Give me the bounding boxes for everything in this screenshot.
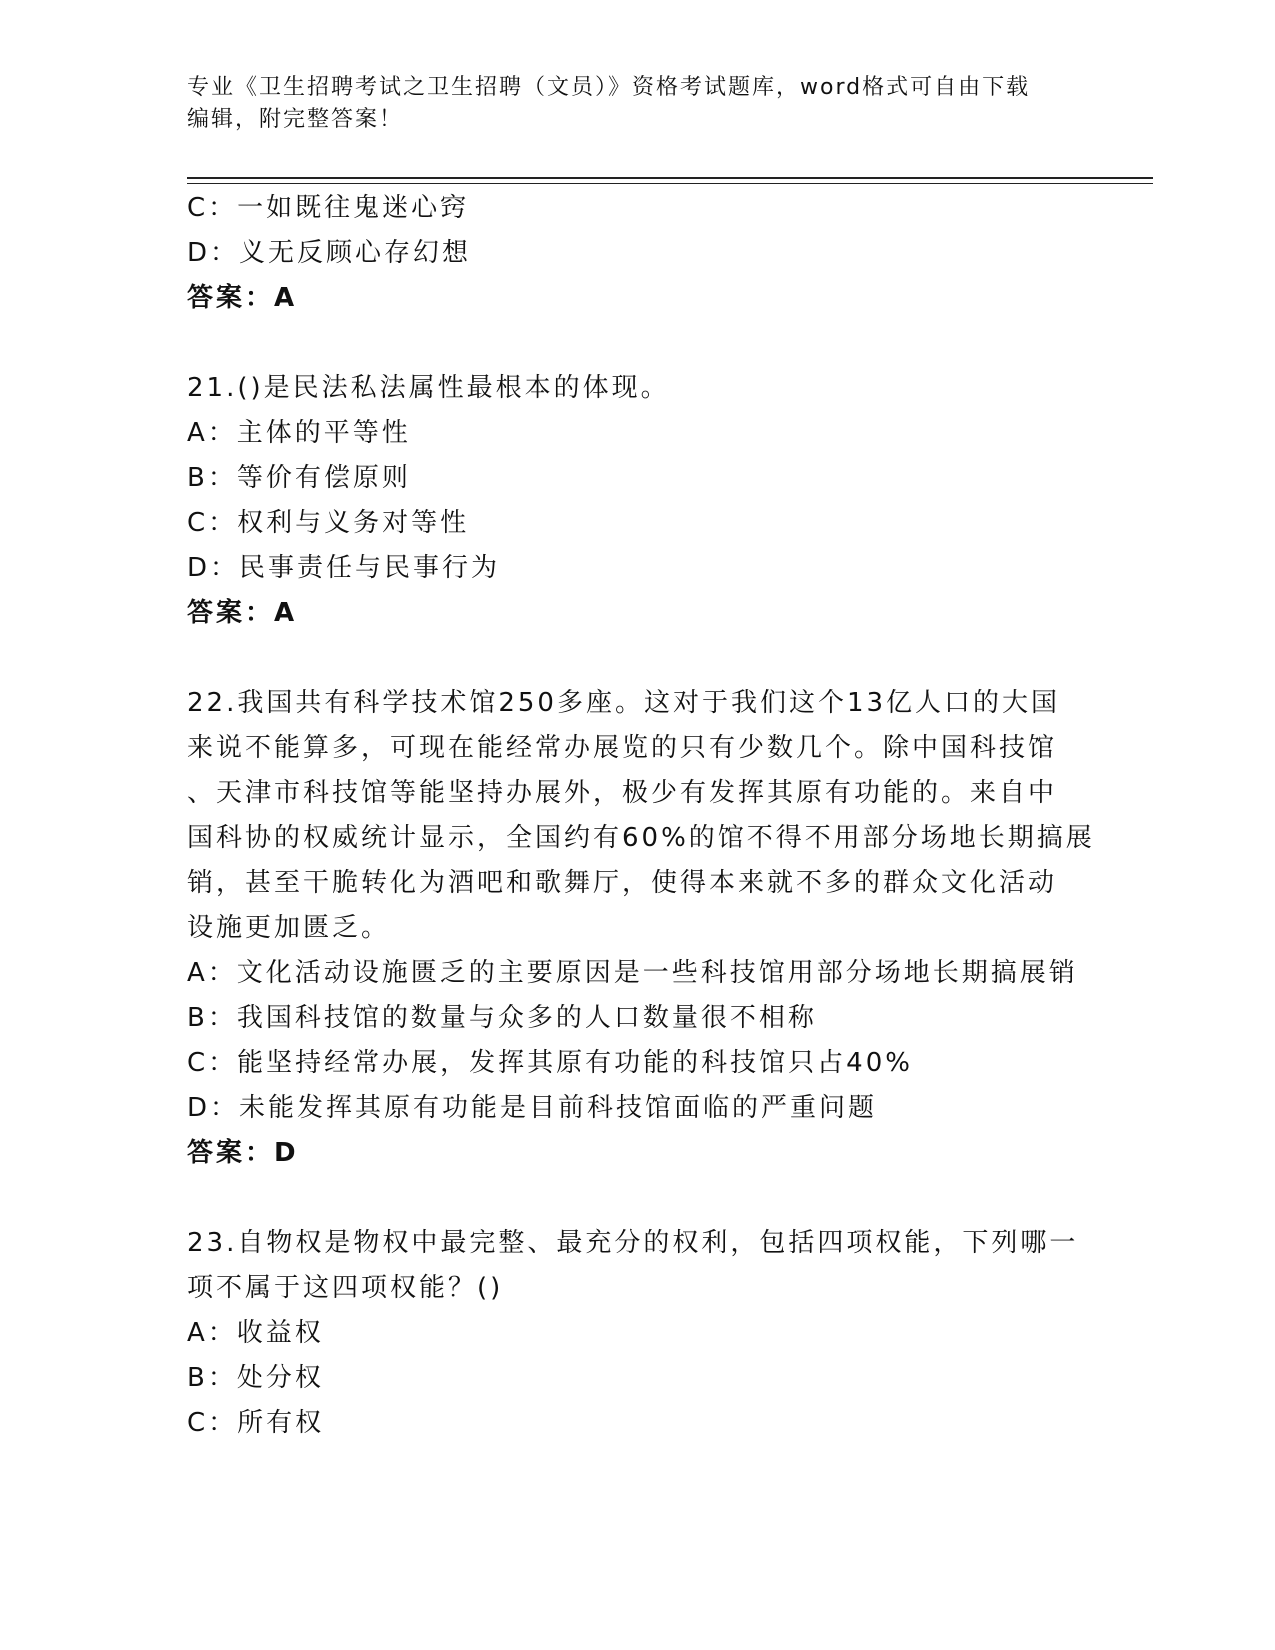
question-stem-line: 22.我国共有科学技术馆250多座。这对于我们这个13亿人口的大国	[187, 688, 1061, 718]
option-a: A：主体的平等性	[187, 418, 411, 448]
option-d: D：民事责任与民事行为	[187, 553, 501, 583]
option-c: C：所有权	[187, 1408, 325, 1438]
option-b: B：等价有偿原则	[187, 463, 411, 493]
option-b: B：我国科技馆的数量与众多的人口数量很不相称	[187, 1003, 817, 1033]
header-rule-thin	[187, 183, 1153, 184]
option-b: B：处分权	[187, 1363, 324, 1393]
question-21	[187, 366, 1087, 636]
option-c: C：一如既往鬼迷心窍	[187, 193, 470, 223]
document-header	[187, 72, 1067, 136]
question-22	[187, 681, 1095, 1176]
question-stem-line: 23.自物权是物权中最完整、最充分的权利，包括四项权能，下列哪一	[187, 1228, 1079, 1258]
option-c: C：能坚持经常办展，发挥其原有功能的科技馆只占40%	[187, 1048, 913, 1078]
header-rule-thick	[187, 177, 1153, 179]
option-a: A：收益权	[187, 1318, 324, 1348]
option-c: C：权利与义务对等性	[187, 508, 470, 538]
spacer	[187, 321, 1087, 366]
question-stem-line: 销，甚至干脆转化为酒吧和歌舞厅，使得本来就不多的群众文化活动	[187, 868, 1058, 898]
question-stem: 21.()是民法私法属性最根本的体现。	[187, 373, 670, 403]
option-a: A：文化活动设施匮乏的主要原因是一些科技馆用部分场地长期搞展销	[187, 958, 1078, 988]
question-stem-line: 国科协的权威统计显示，全国约有60%的馆不得不用部分场地长期搞展	[187, 823, 1095, 853]
answer: 答案：A	[187, 283, 298, 313]
question-stem-line: 、天津市科技馆等能坚持办展外，极少有发挥其原有功能的。来自中	[187, 778, 1058, 808]
answer: 答案：A	[187, 598, 298, 628]
header-line-2: 编辑，附完整答案！	[187, 107, 404, 132]
question-stem-line: 设施更加匮乏。	[187, 913, 391, 943]
question-stem-line: 来说不能算多，可现在能经常办展览的只有少数几个。除中国科技馆	[187, 733, 1058, 763]
question-20-tail	[187, 186, 1087, 321]
question-23	[187, 1221, 1087, 1446]
answer: 答案：D	[187, 1138, 299, 1168]
spacer	[187, 1176, 1087, 1221]
header-line-1: 专业《卫生招聘考试之卫生招聘（文员）》资格考试题库，word格式可自由下载	[187, 75, 1031, 100]
spacer	[187, 636, 1087, 681]
option-d: D：未能发挥其原有功能是目前科技馆面临的严重问题	[187, 1093, 878, 1123]
document-body	[187, 186, 1095, 1446]
question-stem-line: 项不属于这四项权能？()	[187, 1273, 504, 1303]
option-d: D：义无反顾心存幻想	[187, 238, 472, 268]
